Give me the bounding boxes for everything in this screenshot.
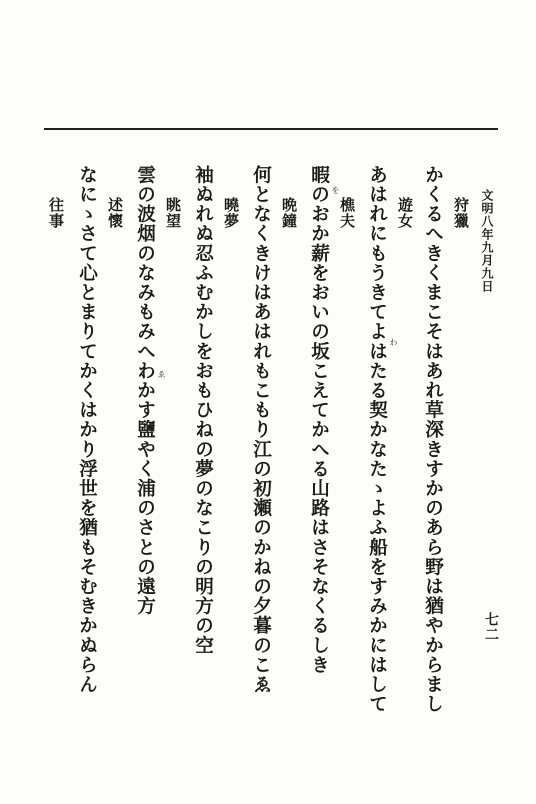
poem-line: 雲の波烟のなみもみへわかす鹽やく浦のさとの遠方 [134,165,156,616]
poem-line: かくるへきくまこそはあれ草深きすかのあら野は猶やからまし [422,165,444,714]
poem-line: あはれにもうきてよはたる契かなたゝよふ船をすみかにはして [366,165,388,714]
poem-heading: 晩鐘 [280,197,298,229]
ruby-annotation: を [331,186,340,195]
page-number: 七二 [483,612,499,642]
poem-heading: 狩獵 [452,197,470,229]
poem-heading: 眺望 [164,197,182,229]
date-note: 文明八年九月九日 [480,189,494,293]
ruby-annotation: ゑ [157,370,166,379]
poem-line: 暇のおか薪をおいの坂こえてかへる山路はさそなくるしき [308,165,330,675]
poem-line: 何となくきけはあはれもこもり江の初瀬のかねの夕暮のこゑ [250,165,272,695]
poem-heading: 遊女 [396,197,414,229]
poem-line: 袖ぬれぬ忍ふむかしをおもひねの夢のなこりの明方の空 [192,165,214,655]
ruby-annotation: わ [389,338,398,347]
poem-line: なにゝさて心とまりてかくはかり浮世を猶もそむきかぬらん [76,165,98,695]
poem-heading: 樵夫 [338,197,356,229]
poem-heading: 曉夢 [222,197,240,229]
header-rule [44,128,498,130]
poem-heading: 述懷 [106,197,124,229]
poem-heading: 往事 [47,197,65,229]
